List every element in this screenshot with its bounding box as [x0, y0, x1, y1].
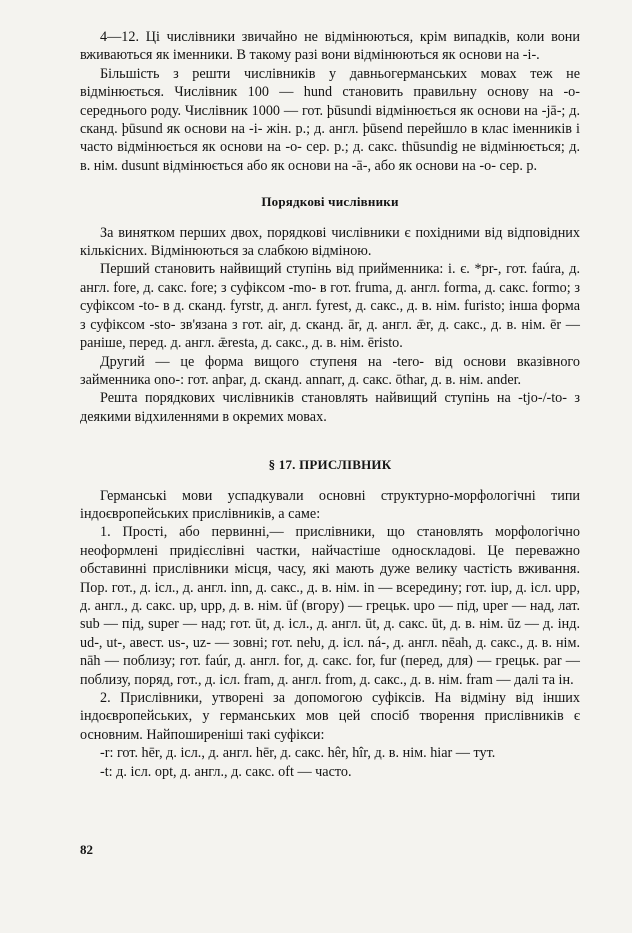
paragraph: -r: гот. hēr, д. ісл., д. англ. hēr, д. сакс. hêr, hîr, д. в. нім. hiar — тут.	[100, 745, 496, 762]
paragraph: Більшість з решти числівників у давньогерманських мовах теж не відмінюється. Числівник 100 — hund становить правильну основу на -о- середнього роду. Числівник 1000 — гот. þūsundi відмінюється як основи на -jā-; д. сканд. þūsund як основи на -i- жін. р.; д. англ. þūsend перейшло в клас іменників і часто відмінюється як основи на -о- сер. р.; д. сакс. thūsundig не відмінюється; д. в. нім. dusunt відмінюється або як основи на -ā-, або як основи на -о- сер. р.	[80, 65, 580, 174]
paragraph: 4—12. Ці числівники звичайно не відмінюються, крім випадків, коли вони вживаються як іменники. В такому разі вони відмінюються як основи на -i-.	[80, 29, 580, 64]
paragraph: 1. Прості, або первинні,— прислівники, що становлять морфологічно неоформлені придієслівні частки, найчастіше односкладові. Це переважно обставинні прислівники місця, часу, які мають дуже велику частість вживання. Пор. гот., д. ісл., д. англ. inn, д. сакс., д. в. нім. in — всередину; гот. iup, д. ісл. upp, д. англ., д. сакс. up, upp, д. в. нім. ūf (вгору) — грецьк. upo — під, uper — над, лат. sub — під, super — над; гот. ūt, д. ісл., д. англ. ūt, д. сакс. ūt, д. в. нім. ūz — д. інд. ud-, ut-, авест. us-, uz- — зовні; гот. neƕ, д. ісл. ná-, д. англ. nēah, д. сакс., д. в. нім. nāh — поблизу; гот. faúr, д. англ. for, д. сакс. for, fur (перед, для) — грецьк. par — поблизу, поряд, гот., д. ісл. fram, д. англ. from, д. сакс., д. в. нім. fram — далі та ін.	[80, 524, 580, 688]
paragraph: Другий — це форма вищого ступеня на -tero- від основи вказівного займенника ono-: гот. anþar, д. сканд. annarr, д. сакс. ōthar, д. в. нім. ander.	[80, 353, 580, 388]
paragraph: -t: д. ісл. opt, д. англ., д. сакс. oft — часто.	[100, 763, 352, 780]
paragraph: Перший становить найвищий ступінь від прийменника: і. є. *pr-, гот. faúra, д. англ. fore, д. сакс. fore; з суфіксом -mo- в гот. fruma, д. англ. forma, д. сакс. formo; з суфіксом -to- в д. сканд. fyrstr, д. англ. fyrest, д. сакс., д. в. нім. furisto; інша форма з суфіксом -sto- зв'язана з гот. air, д. сканд. ār, д. англ. ǣr, д. сакс., д. в. нім. ēr — раніше, перед. д. англ. ǣresta, д. сакс., д. в. нім. ēristo.	[80, 261, 580, 352]
section-heading: § 17. ПРИСЛІВНИК	[268, 457, 392, 473]
body-text	[80, 28, 580, 781]
page-number: 82	[80, 842, 93, 857]
paragraph: За винятком перших двох, порядкові числівники є похідними від відповідних кількісних. Відмінюються за слабкою відміною.	[80, 224, 580, 260]
paragraph: Решта порядкових числівників становлять найвищий ступінь на -tjo-/-to- з деякими відхиленнями в окремих мовах.	[80, 390, 580, 425]
paragraph: 2. Прислівники, утворені за допомогою суфіксів. На відміну від інших індоєвропейських, у германських мов цей спосіб творення прислівників є основним. Найпоширеніші такі суфікси:	[80, 690, 580, 743]
paragraph: Германські мови успадкували основні структурно-морфологічні типи індоєвропейських прислівників, а саме:	[80, 487, 580, 522]
subheading-ordinals: Порядкові числівники	[261, 194, 399, 210]
